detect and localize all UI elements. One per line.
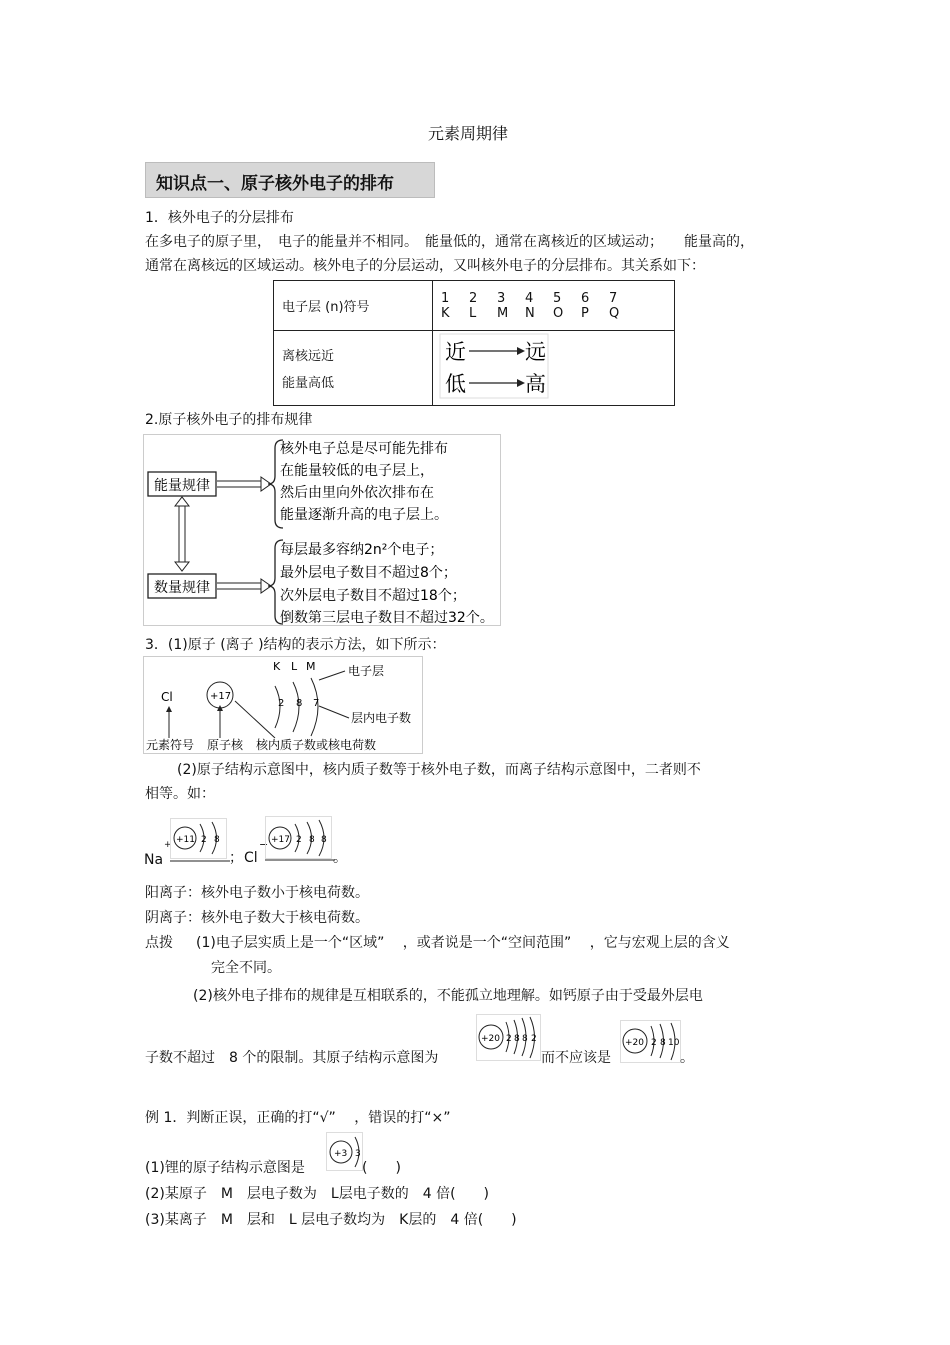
p3-heading: 3．(1)原子 (离子 )结构的表示方法，如下所示： [145, 637, 446, 653]
shell-number: 1 [441, 290, 450, 306]
rules-diagram [143, 434, 501, 626]
na-e2: 8 [214, 835, 220, 845]
ca-nucleus: +20 [481, 1034, 500, 1044]
cation-rule: 阳离子：核外电子数小于核电荷数。 [145, 885, 369, 901]
ca-e3: 8 [522, 1034, 528, 1044]
na-nucleus: +11 [176, 835, 195, 845]
cl-charge: − [259, 838, 269, 851]
electrons-k: 2 [278, 698, 285, 709]
shell-number: 3 [497, 290, 506, 306]
shell-numbers [441, 291, 666, 306]
electrons-m: 7 [313, 698, 320, 709]
quantity-rule-label: 数量规律 [154, 580, 210, 596]
shell-letter: L [469, 305, 477, 321]
label-element-symbol: 元素符号 [146, 738, 195, 752]
cl-nucleus: +17 [271, 835, 290, 845]
ca-wrong-e2: 8 [660, 1038, 666, 1048]
period-1: 。 [333, 850, 347, 866]
p2-heading: 2.原子核外电子的排布规律 [145, 412, 313, 428]
anion-rule: 阴离子：核外电子数大于核电荷数。 [145, 910, 369, 926]
energy-line-3: 然后由里向外依次排布在 [280, 485, 434, 501]
shell-number: 5 [553, 290, 562, 306]
section-heading: 知识点一、原子核外电子的排布 [145, 162, 435, 198]
tip-2-line2a: 子数不超过 8 个的限制。其原子结构示意图为 [145, 1050, 439, 1066]
row2-label-a: 离核远近 [282, 349, 335, 364]
shell-number: 2 [469, 290, 478, 306]
arrows-diagram [439, 333, 549, 399]
energy-rule-label: 能量规律 [154, 478, 210, 494]
structure-notation-diagram [143, 656, 423, 754]
ca-e1: 2 [506, 1034, 512, 1044]
shell-letter: K [441, 305, 450, 321]
na-symbol: Na [144, 852, 164, 868]
ca-wrong-e1: 2 [651, 1038, 657, 1048]
nucleus-charge: +17 [210, 691, 232, 702]
shell-k: K [273, 660, 281, 673]
cl-e1: 2 [296, 835, 302, 845]
example-q2: (2)某原子 M 层电子数为 L层电子数的 4 倍( ) [145, 1186, 489, 1202]
tip-2-end: 。 [680, 1050, 694, 1066]
shell-number: 4 [525, 290, 534, 306]
ca-wrong-nucleus: +20 [625, 1038, 644, 1048]
label-nucleus: 原子核 [207, 738, 244, 752]
ca-e4: 2 [531, 1034, 537, 1044]
label-nuclear-charge: 核内质子数或核电荷数 [256, 738, 377, 752]
quantity-line-1: 每层最多容纳2n²个电子； [280, 542, 444, 558]
shell-letter: P [581, 305, 589, 321]
label-shell: 电子层 [348, 664, 385, 678]
cl-e2: 8 [309, 835, 315, 845]
li-diagram [326, 1132, 364, 1172]
separator: ； [229, 850, 243, 866]
example-q1-paren[interactable]: ( ) [362, 1160, 401, 1176]
p1-line1: 在多电子的原子里， 电子的能量并不相同。 能量低的，通常在离核近的区域运动； 能量高的， [145, 234, 754, 250]
shell-letter: N [525, 305, 535, 321]
tip-1-line2: 完全不同。 [211, 960, 281, 976]
li-e1: 3 [355, 1149, 361, 1159]
shell-letter: M [497, 305, 509, 321]
ca-correct-diagram [476, 1014, 542, 1062]
na-ion-diagram [170, 818, 230, 862]
quantity-line-3: 次外层电子数目不超过18个； [280, 588, 466, 604]
shells-table [273, 280, 675, 406]
high-label: 高 [525, 372, 546, 396]
shell-letter: Q [609, 305, 620, 321]
tip-2-mid: 而不应该是 [541, 1050, 611, 1066]
far-label: 远 [525, 340, 546, 364]
p3-text2-line2: 相等。如： [145, 786, 215, 802]
example-heading: 例 1．判断正误，正确的打“√” ，错误的打“×” [145, 1110, 451, 1126]
quantity-line-2: 最外层电子数目不超过8个； [280, 565, 457, 581]
na-e1: 2 [201, 835, 207, 845]
shell-l: L [291, 660, 298, 673]
near-label: 近 [445, 340, 466, 364]
p1-heading: 1．核外电子的分层排布 [145, 210, 294, 226]
cl-symbol: Cl [244, 850, 258, 866]
shell-letters [441, 306, 666, 321]
row2-label-b: 能量高低 [282, 376, 335, 391]
shell-m: M [306, 660, 316, 673]
cl-ion-diagram [265, 816, 335, 862]
energy-line-2: 在能量较低的电子层上， [280, 463, 434, 479]
shell-number: 6 [581, 290, 590, 306]
energy-line-1: 核外电子总是尽可能先排布 [280, 441, 448, 457]
arrow-cell [433, 331, 675, 406]
row2-labels [274, 331, 433, 406]
row1-label: 电子层 (n)符号 [274, 281, 433, 331]
na-charge: + [164, 840, 172, 850]
tip-1-line1: (1)电子层实质上是一个“区域” ，或者说是一个“空间范围” ，它与宏观上层的含义 [196, 935, 730, 951]
quantity-line-4: 倒数第三层电子数目不超过32个。 [280, 610, 494, 626]
element-symbol: Cl [161, 690, 173, 704]
shell-number: 7 [609, 290, 618, 306]
label-electron-count: 层内电子数 [351, 711, 412, 725]
ca-wrong-e3: 10 [668, 1038, 680, 1048]
page-title: 元素周期律 [428, 124, 509, 143]
shell-symbols [433, 281, 675, 331]
low-label: 低 [445, 372, 466, 396]
shell-letter: O [553, 305, 564, 321]
p3-text2-line1: (2)原子结构示意图中，核内质子数等于核外电子数，而离子结构示意图中，二者则不 [177, 762, 701, 778]
cl-e3: 8 [321, 835, 327, 845]
li-nucleus: +3 [334, 1149, 348, 1159]
ca-wrong-diagram [620, 1020, 682, 1064]
ca-e2: 8 [514, 1034, 520, 1044]
tip-label: 点拨 [145, 935, 173, 951]
tip-2-line1: (2)核外电子排布的规律是互相联系的，不能孤立地理解。如钙原子由于受最外层电 [193, 988, 703, 1004]
electrons-l: 8 [296, 698, 303, 709]
example-q1: (1)锂的原子结构示意图是 [145, 1160, 305, 1176]
energy-line-4: 能量逐渐升高的电子层上。 [280, 507, 448, 523]
p1-line2: 通常在离核远的区域运动。核外电子的分层运动，又叫核外电子的分层排布。其关系如下： [145, 258, 705, 274]
example-q3: (3)某离子 M 层和 L 层电子数均为 K层的 4 倍( ) [145, 1212, 517, 1228]
